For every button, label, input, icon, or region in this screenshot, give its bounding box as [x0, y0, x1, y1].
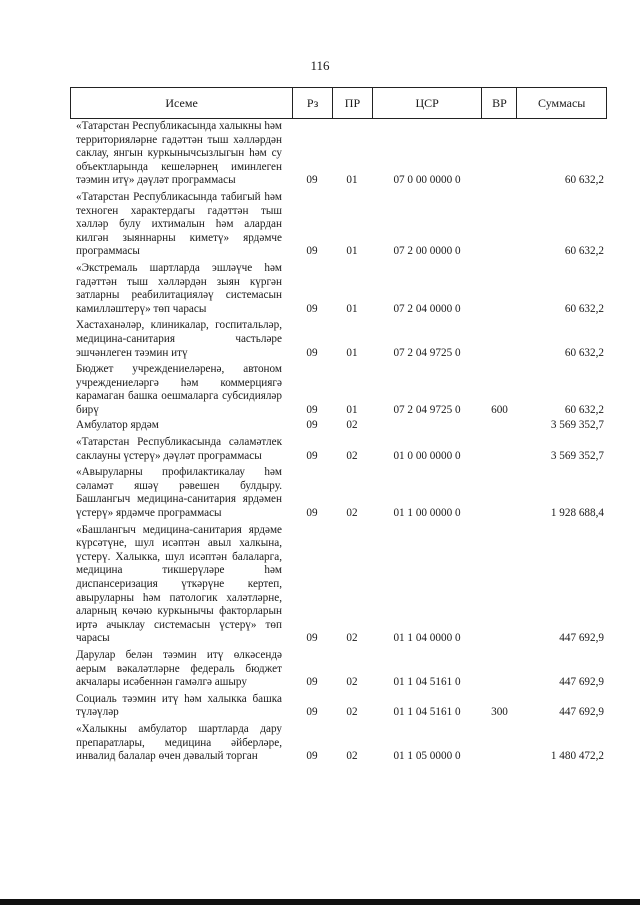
table-row: [70, 466, 607, 520]
cell-pr: 01: [346, 346, 358, 359]
header-rz: Рз: [292, 88, 332, 118]
cell-pr: 02: [346, 750, 358, 763]
cell-rz: 09: [306, 403, 318, 416]
cell-csr: 07 2 00 0000 0: [393, 245, 461, 258]
cell-pr: 02: [346, 632, 358, 645]
table-row: [70, 723, 607, 764]
cell-sum: 60 632,2: [564, 174, 604, 187]
cell-pr: 01: [346, 403, 358, 416]
cell-csr: 01 1 04 5161 0: [393, 706, 461, 719]
cell-sum: 60 632,2: [564, 403, 604, 416]
cell-sum: 3 569 352,7: [550, 419, 604, 432]
cell-pr: 02: [346, 449, 358, 462]
cell-csr: 01 1 00 0000 0: [393, 507, 461, 520]
cell-rz: 09: [306, 419, 318, 432]
cell-name: «Татарстан Республикасында халыкны һәм территорияләрне гадәттән тыш хәлләрдән саклау, янгын куркынычсызлыгын һәм су объектларында кешеләрнең иминлеген тәэмин итү» дәүләт программасы: [76, 120, 282, 187]
table-row: [70, 319, 607, 360]
table-row: [70, 120, 607, 188]
cell-rz: 09: [306, 174, 318, 187]
cell-pr: 02: [346, 419, 358, 432]
table-header: [70, 87, 607, 119]
cell-pr: 01: [346, 245, 358, 258]
table-row: [70, 693, 607, 720]
table-row: [70, 262, 607, 316]
cell-name: «Татарстан Республикасында табигый һәм техноген характердагы гадәттән тыш хәлләр булу ихтималын һәм алардан килгән зыяннарны киметү» ярдәмче программасы: [76, 190, 282, 258]
cell-sum: 3 569 352,7: [550, 449, 604, 462]
cell-name: «Татарстан Республикасында сәламәтлек саклауны үстерү» дәүләт программасы: [76, 436, 282, 462]
table-row: [70, 191, 607, 259]
cell-pr: 01: [346, 174, 358, 187]
table-body: [70, 120, 607, 764]
cell-pr: 02: [346, 706, 358, 719]
cell-sum: 447 692,9: [559, 676, 604, 689]
budget-table: [70, 87, 607, 764]
cell-sum: 447 692,9: [559, 632, 604, 645]
header-csr: ЦСР: [372, 88, 482, 118]
cell-rz: 09: [306, 346, 318, 359]
cell-rz: 09: [306, 706, 318, 719]
cell-csr: 07 2 04 9725 0: [393, 346, 461, 359]
cell-rz: 09: [306, 750, 318, 763]
page-number: 116: [310, 58, 330, 73]
table-row: [70, 363, 607, 417]
cell-vr: 600: [491, 403, 508, 416]
cell-name: «Халыкны амбулатор шартларда дару препаратлары, медицина әйберләре, инвалид балалар өчен дәвалый торган: [76, 722, 282, 763]
cell-csr: 07 2 04 9725 0: [393, 403, 461, 416]
header-sum: Суммасы: [516, 88, 606, 118]
table-row: [70, 524, 607, 646]
cell-sum: 60 632,2: [564, 302, 604, 315]
table-row: [70, 419, 607, 433]
cell-pr: 02: [346, 507, 358, 520]
cell-csr: 07 0 00 0000 0: [393, 174, 461, 187]
scan-edge: [0, 899, 640, 905]
cell-rz: 09: [306, 632, 318, 645]
cell-csr: 01 1 05 0000 0: [393, 750, 461, 763]
cell-name: «Экстремаль шартларда эшләүче һәм гадәттән тыш хәлләрдән зыян күргән затларны реабилитацияләү системасын камилләштерү» төп чарасы: [76, 261, 282, 315]
table-row: [70, 649, 607, 690]
cell-name: «Авыруларны профилактикалау һәм сәламәт яшәү рәвешен булдыру. Башлангыч медицина-санитария ярдәмен үстерү» ярдәмче программасы: [76, 466, 282, 520]
header-pr: ПР: [332, 88, 372, 118]
cell-csr: 01 1 04 5161 0: [393, 676, 461, 689]
cell-sum: 1 928 688,4: [550, 507, 604, 520]
header-vr: ВР: [481, 88, 516, 118]
cell-rz: 09: [306, 302, 318, 315]
cell-name: Амбулатор ярдәм: [76, 419, 159, 432]
cell-csr: 01 0 00 0000 0: [393, 449, 461, 462]
cell-pr: 01: [346, 302, 358, 315]
cell-name: «Башлангыч медицина-санитария ярдәме күрсәтүне, шул исәптән авыл халкына, үстерү. Халыкка, шул исәптән балаларга, медицина тикшерүләре һәм диспансеризация үткәрүне кертеп, авыруларны һәм патологик халәтләрне, аларның көчәю куркынычы факторларын иртә ачыклау системасын үстерү» төп чарасы: [76, 523, 282, 645]
cell-rz: 09: [306, 507, 318, 520]
cell-sum: 1 480 472,2: [550, 750, 604, 763]
cell-csr: 01 1 04 0000 0: [393, 632, 461, 645]
cell-name: Дарулар белән тәэмин итү өлкәсендә аерым вәкаләтләрне федераль бюджет акчалары исәбеннән гамәлгә ашыру: [76, 648, 282, 689]
cell-rz: 09: [306, 449, 318, 462]
table-row: [70, 436, 607, 463]
header-name: Исеме: [165, 95, 198, 110]
cell-sum: 447 692,9: [559, 706, 604, 719]
cell-rz: 09: [306, 676, 318, 689]
cell-name: Бюджет учреждениеләренә, автоном учреждениеләргә һәм коммерциягә карамаган башка оешмаларга субсидияләр бирү: [76, 363, 282, 416]
cell-sum: 60 632,2: [564, 245, 604, 258]
cell-vr: 300: [491, 706, 508, 719]
cell-rz: 09: [306, 245, 318, 258]
cell-name: Хастаханәләр, клиникалар, госпитальләр, медицина-санитария частьләре эшчәнлеген тәэмин итү: [76, 319, 282, 359]
cell-name: Социаль тәэмин итү һәм халыкка башка түләүләр: [76, 692, 282, 719]
cell-pr: 02: [346, 676, 358, 689]
cell-csr: 07 2 04 0000 0: [393, 302, 461, 315]
cell-sum: 60 632,2: [564, 346, 604, 359]
